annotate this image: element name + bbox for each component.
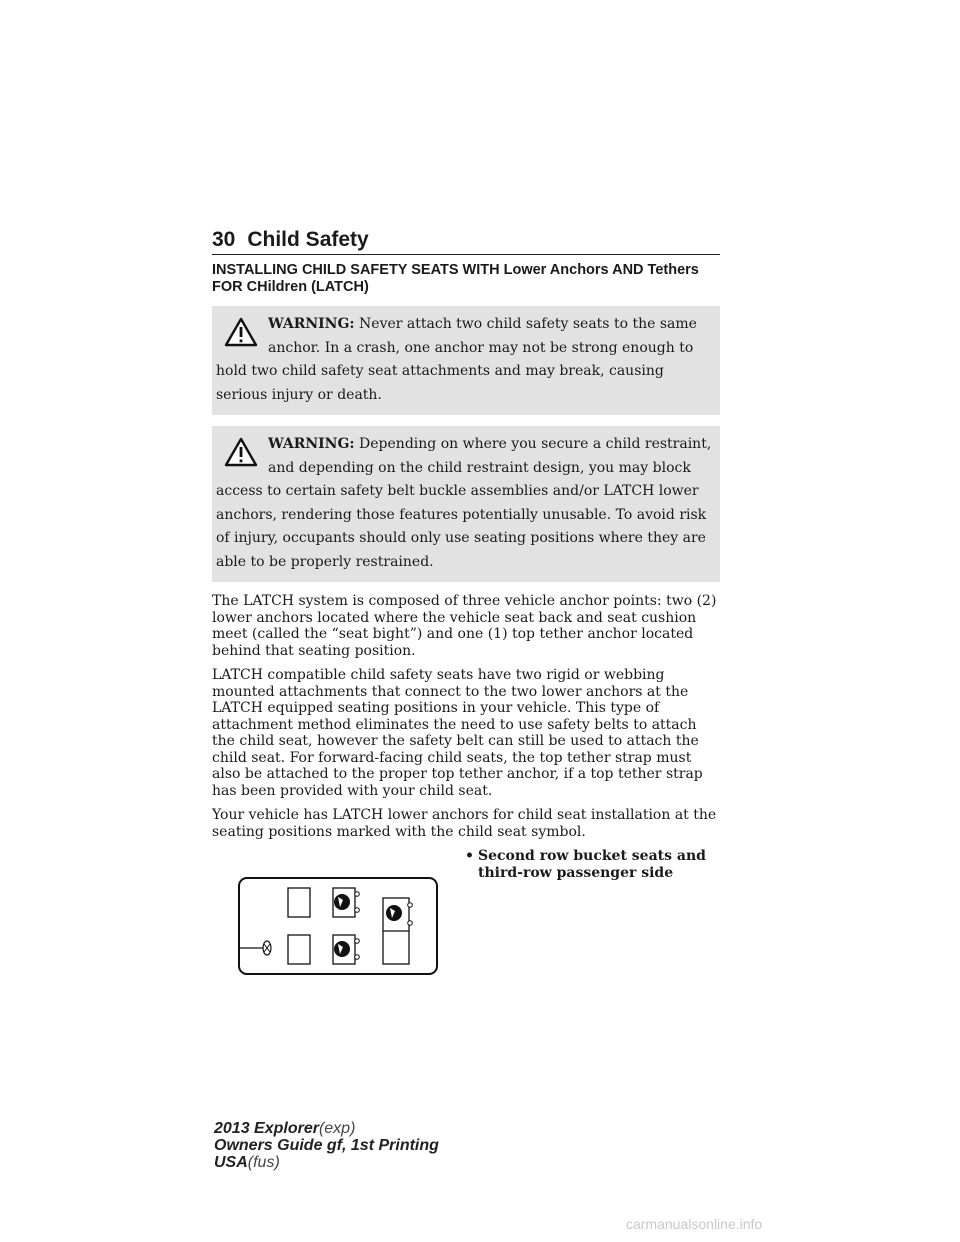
- section-title: INSTALLING CHILD SAFETY SEATS WITH Lower Anchors AND Tethers FOR CHildren (LATCH): [212, 262, 699, 295]
- page-number: 30: [212, 228, 236, 251]
- warning-label: WARNING:: [268, 316, 355, 332]
- child-seat-icon: [333, 888, 359, 917]
- warning-triangle-icon: [224, 437, 258, 467]
- bullet-marker: •: [465, 848, 474, 864]
- bullet-item: [465, 848, 725, 881]
- seating-diagram-area: [212, 848, 720, 978]
- paragraph-latch-system: The LATCH system is composed of three vehicle anchor points: two (2) lower anchors located where the vehicle seat back and seat cushion meet (called the “seat bight”) and one (1) top tether anchor located behind that seating position.: [212, 593, 717, 659]
- paragraph-seating-positions: Your vehicle has LATCH lower anchors for child seat installation at the seating positions marked with the child seat symbol.: [212, 807, 717, 840]
- warning-label: WARNING:: [268, 436, 355, 452]
- footer-model: 2013 Explorer: [214, 1120, 319, 1137]
- footer-market-line: [214, 1154, 439, 1171]
- bullet-text: Second row bucket seats and third-row passenger side: [478, 848, 706, 881]
- warning-text: Depending on where you secure a child restraint, and depending on the child restraint design, you may block access to certain safety belt buckle assemblies and/or LATCH lower anchors, rendering those features potentially unusable. To avoid risk of injury, occupants should only use seating positions where they are able to be properly restrained.: [216, 436, 712, 570]
- steering-wheel-icon: [239, 941, 271, 955]
- chapter-title: Child Safety: [247, 228, 369, 251]
- watermark-text: carmanualsonline.info: [626, 1216, 763, 1232]
- paragraph-compatible-seats: LATCH compatible child safety seats have two rigid or webbing mounted attachments that connect to the two lower anchors at the LATCH equipped seating positions in your vehicle. This type of attachment method eliminates the need to use safety belts to attach the child seat, however the safety belt can still be used to attach the child seat. For forward-facing child seats, the top tether strap must also be attached to the proper top tether anchor, if a top tether strap has been provided with your child seat.: [212, 667, 703, 799]
- vehicle-seating-diagram: [237, 876, 439, 976]
- footer-guide: Owners Guide gf, 1st Printing: [214, 1137, 439, 1154]
- child-seat-icon: [333, 935, 359, 964]
- warning-text: Never attach two child safety seats to the same anchor. In a crash, one anchor may not be strong enough to hold two child safety seat attachments and may break, causing serious injury or death.: [216, 316, 697, 403]
- warning-box-1: [212, 306, 720, 415]
- footer-market: USA: [214, 1154, 248, 1171]
- footer-market-code: (fus): [247, 1154, 280, 1171]
- page-footer: [214, 1120, 439, 1171]
- warning-box-2: [212, 426, 720, 582]
- footer-model-line: [214, 1120, 439, 1137]
- warning-triangle-icon: [224, 317, 258, 347]
- footer-model-code: (exp): [318, 1120, 356, 1137]
- page-header: [212, 228, 720, 255]
- manual-page: [212, 228, 720, 978]
